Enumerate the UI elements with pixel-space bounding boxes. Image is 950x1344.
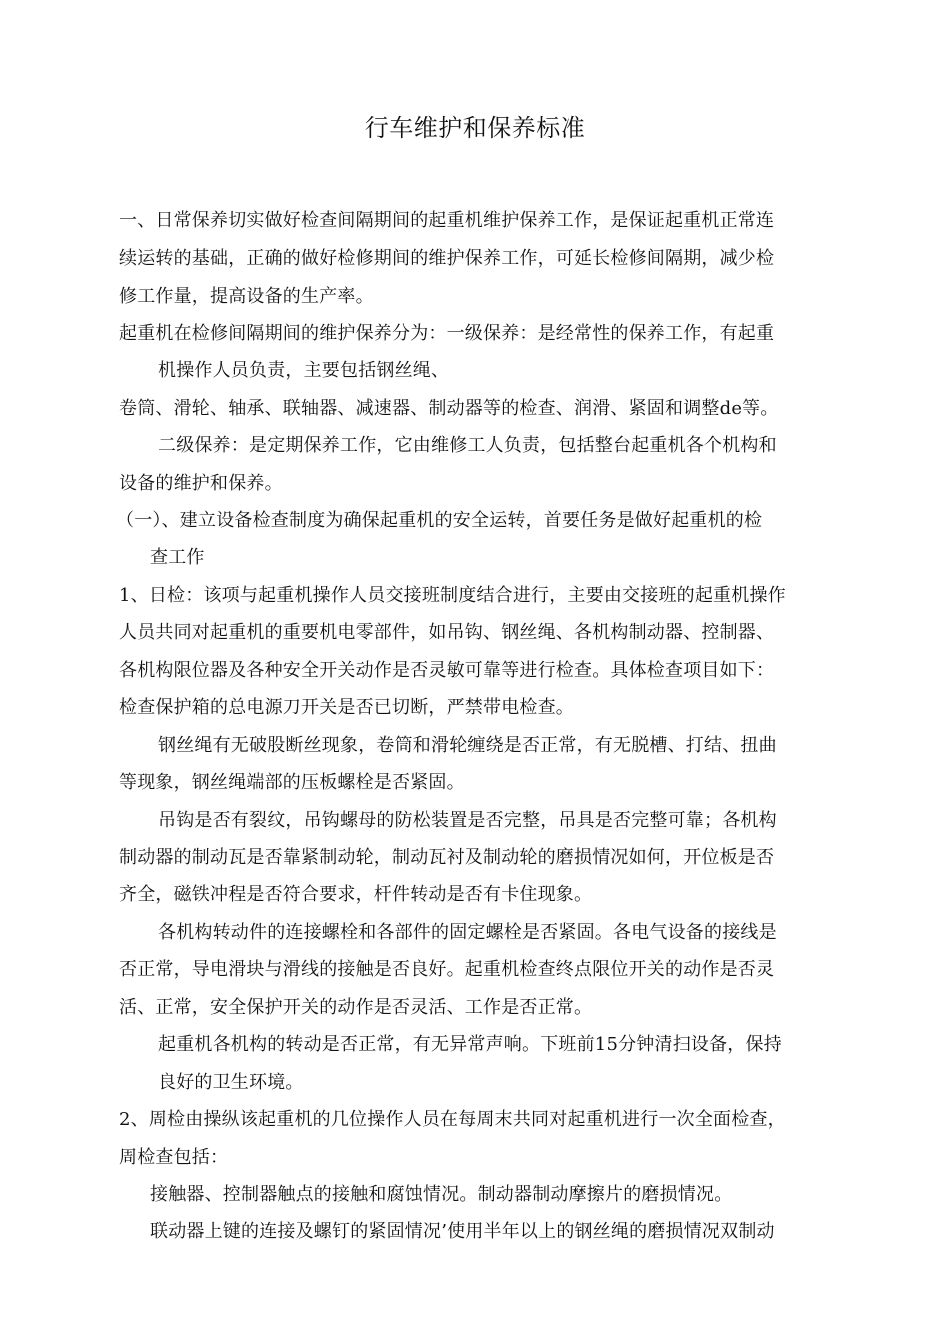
text-line: 联动器上键的连接及螺钉的紧固情况’使用半年以上的钢丝绳的磨损情况双制动	[150, 1221, 775, 1242]
text-line: 机操作人员负责，主要包括钢丝绳、	[158, 360, 450, 381]
text-line: 等现象，钢丝绳端部的压板螺栓是否紧固。	[119, 772, 465, 793]
text-line: 各机构转动件的连接螺栓和各部件的固定螺栓是否紧固。各电气设备的接线是	[158, 922, 777, 943]
text-line: 人员共同对起重机的重要机电零部件，如吊钩、钢丝绳、各机构制动器、控制器、	[119, 622, 775, 643]
text-line: 接触器、控制器触点的接触和腐蚀情况。制动器制动摩擦片的磨损情况。	[150, 1184, 733, 1205]
text-line: 良好的卫生环境。	[158, 1072, 304, 1093]
text-line: 查工作	[150, 547, 205, 568]
text-line: 各机构限位器及各种安全开关动作是否灵敏可靠等进行检查。具体检查项目如下：	[119, 660, 775, 681]
text-line: 2、周检由操纵该起重机的几位操作人员在每周末共同对起重机进行一次全面检查，	[119, 1109, 786, 1130]
text-line: （一）、建立设备检查制度为确保起重机的安全运转，首要任务是做好起重机的检	[116, 510, 763, 531]
text-line: 制动器的制动瓦是否靠紧制动轮，制动瓦衬及制动轮的磨损情况如何，开位板是否	[119, 847, 775, 868]
text-line: 修工作量，提高设备的生产率。	[119, 286, 374, 307]
text-line: 吊钩是否有裂纹，吊钩螺母的防松装置是否完整，吊具是否完整可靠；各机构	[158, 810, 777, 831]
text-line: 周检查包括：	[119, 1147, 229, 1168]
text-line: 一、日常保养切实做好检查间隔期间的起重机维护保养工作，是保证起重机正常连	[119, 210, 775, 231]
text-line: 齐全，磁铁冲程是否符合要求，杆件转动是否有卡住现象。	[119, 884, 593, 905]
text-line: 钢丝绳有无破股断丝现象，卷筒和滑轮缠绕是否正常，有无脱槽、打结、扭曲	[158, 735, 777, 756]
text-line: 活、正常，安全保护开关的动作是否灵活、工作是否正常。	[119, 997, 593, 1018]
text-line: 起重机在检修间隔期间的维护保养分为：一级保养：是经常性的保养工作，有起重	[119, 323, 775, 344]
text-line: 否正常，导电滑块与滑线的接触是否良好。起重机检查终点限位开关的动作是否灵	[119, 959, 775, 980]
document-title: 行车维护和保养标准	[364, 114, 586, 142]
text-line: 二级保养：是定期保养工作，它由维修工人负责，包括整台起重机各个机构和	[158, 435, 777, 456]
text-line: 设备的维护和保养。	[119, 473, 283, 494]
text-line: 卷筒、滑轮、轴承、联轴器、减速器、制动器等的检查、润滑、紧固和调整de等。	[119, 398, 779, 419]
text-line: 检查保护箱的总电源刀开关是否已切断，严禁带电检查。	[119, 697, 574, 718]
text-line: 1、日检：该项与起重机操作人员交接班制度结合进行，主要由交接班的起重机操作	[119, 585, 786, 606]
text-line: 续运转的基础，正确的做好检修期间的维护保养工作，可延长检修间隔期，减少检	[119, 248, 775, 269]
text-line: 起重机各机构的转动是否正常，有无异常声响。下班前15分钟清扫设备，保持	[158, 1034, 782, 1055]
